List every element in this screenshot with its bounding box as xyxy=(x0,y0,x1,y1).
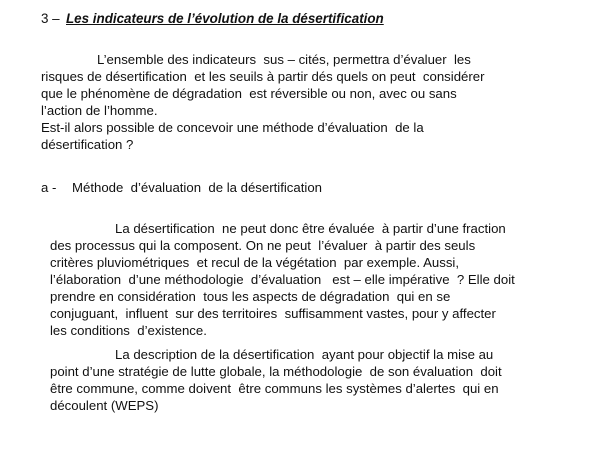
section-title: Les indicateurs de l’évolution de la désertification xyxy=(66,11,384,26)
paragraph-line: critères pluviométriques et recul de la végétation par exemple. Aussi, xyxy=(50,255,460,270)
paragraph-line: La désertification ne peut donc être évaluée à partir d’une fraction xyxy=(115,221,506,236)
paragraph-line: que le phénomène de dégradation est réversible ou non, avec ou sans xyxy=(41,86,457,101)
subsection-title: Méthode d’évaluation de la désertification xyxy=(72,180,322,195)
paragraph-line: l’action de l’homme. xyxy=(41,103,158,118)
paragraph-line: L’ensemble des indicateurs sus – cités, permettra d’évaluer les xyxy=(97,52,471,67)
paragraph-line: prendre en considération tous les aspects de dégradation qui en se xyxy=(50,289,451,304)
paragraph-line: des processus qui la composent. On ne peut l’évaluer à partir des seuls xyxy=(50,238,476,253)
paragraph-line: point d’une stratégie de lutte globale, la méthodologie de son évaluation doit xyxy=(50,364,502,379)
paragraph-line: Est-il alors possible de concevoir une méthode d’évaluation de la xyxy=(41,120,424,135)
paragraph-line: l’élaboration d’une méthodologie d’évaluation est – elle impérative ? Elle doit xyxy=(50,272,515,287)
paragraph-line: découlent (WEPS) xyxy=(50,398,159,413)
subsection-marker: a - xyxy=(41,180,57,195)
section-number: 3 – xyxy=(41,11,60,26)
paragraph-line: les conditions d’existence. xyxy=(50,323,207,338)
paragraph-line: risques de désertification et les seuils à partir dés quels on peut considérer xyxy=(41,69,485,84)
paragraph-line: conjuguant, influent sur des territoires suffisamment vastes, pour y affecter xyxy=(50,306,496,321)
paragraph-line: désertification ? xyxy=(41,137,134,152)
paragraph-line: La description de la désertification ayant pour objectif la mise au xyxy=(115,347,494,362)
paragraph-line: être commune, comme doivent être communs les systèmes d’alertes qui en xyxy=(50,381,499,396)
